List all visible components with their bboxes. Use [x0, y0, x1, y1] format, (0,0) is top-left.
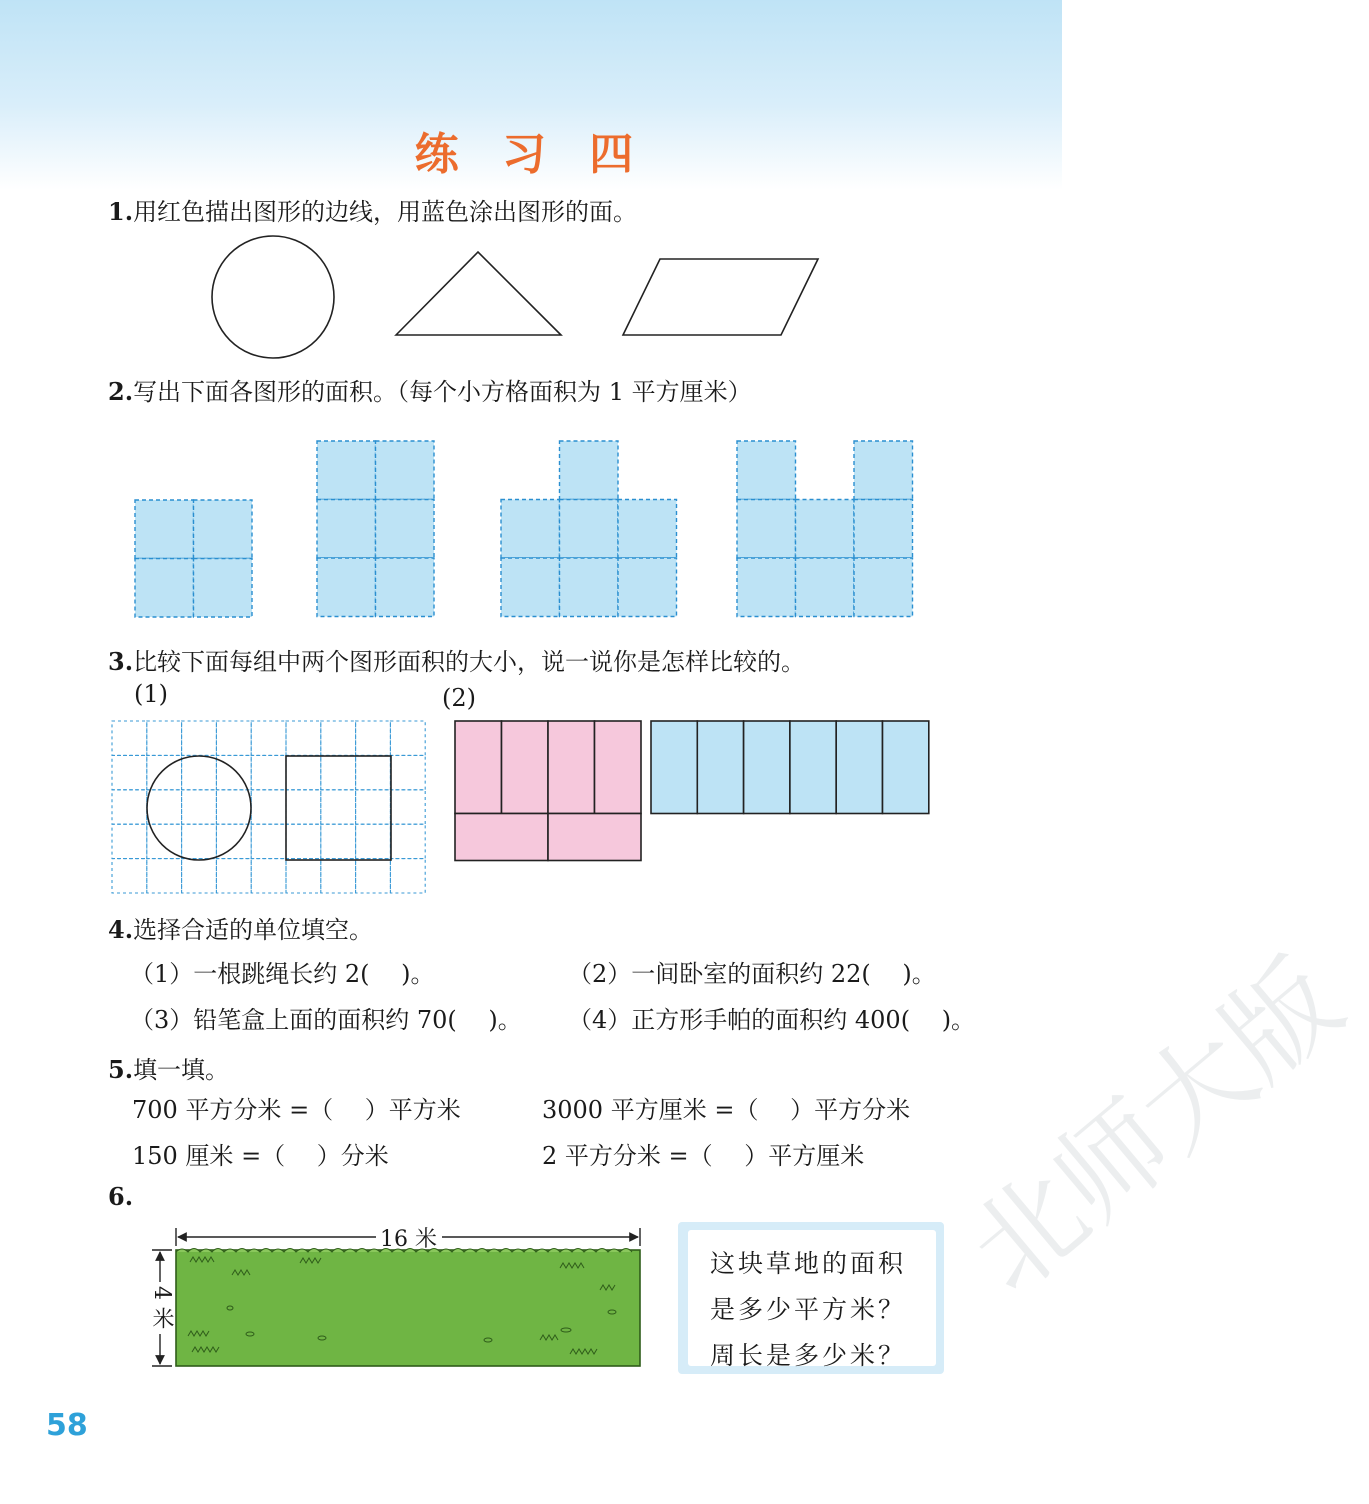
page-number: 58	[46, 1408, 88, 1443]
page-title: 练 习 四	[414, 129, 648, 180]
question-6-number: 6.	[108, 1182, 134, 1211]
callout-line-3: 周长是多少米？	[710, 1341, 907, 1370]
question-4-item-4: （4）正方形手帕的面积约 400( )。	[568, 1006, 976, 1034]
callout-line-2: 是多少平方米？	[710, 1295, 907, 1324]
question-5-item-4: 2 平方分米 =（ ）平方厘米	[542, 1142, 865, 1170]
question-5-number: 5.	[108, 1055, 134, 1084]
question-5-item-2: 3000 平方厘米 =（ ）平方分米	[542, 1096, 911, 1124]
question-4-item-3: （3）铅笔盒上面的面积约 70( )。	[130, 1006, 522, 1034]
question-4-item-1: （1）一根跳绳长约 2( )。	[130, 960, 435, 988]
question-4-number: 4.	[108, 915, 134, 944]
height-label: 4 米	[149, 1286, 174, 1329]
watermark: 北师大版	[945, 935, 1365, 1317]
question-2-text: 写出下面各图形的面积。（每个小方格面积为 1 平方厘米）	[133, 378, 752, 406]
question-2-number: 2.	[108, 377, 134, 406]
callout-line-1: 这块草地的面积	[710, 1249, 907, 1278]
question-3-text: 比较下面每组中两个图形面积的大小，说一说你是怎样比较的。	[133, 648, 806, 676]
question-1-number: 1.	[108, 197, 134, 226]
question-3-number: 3.	[108, 647, 134, 676]
question-5-item-1: 700 平方分米 =（ ）平方米	[132, 1096, 461, 1124]
question-6-callout	[678, 1222, 944, 1374]
grass-lawn	[176, 1250, 640, 1366]
question-3-part-2-label: (2)	[442, 684, 476, 712]
question-5-text: 填一填。	[133, 1056, 230, 1084]
question-5-item-3: 150 厘米 =（ ）分米	[132, 1142, 389, 1170]
question-3-part-1-label: (1)	[134, 680, 168, 708]
question-1-text: 用红色描出图形的边线，用蓝色涂出图形的面。	[133, 198, 638, 226]
question-4-text: 选择合适的单位填空。	[133, 916, 374, 944]
callout-inner	[688, 1230, 936, 1370]
question-4-item-2: （2）一间卧室的面积约 22( )。	[568, 960, 936, 988]
width-label: 16 米	[380, 1227, 437, 1252]
